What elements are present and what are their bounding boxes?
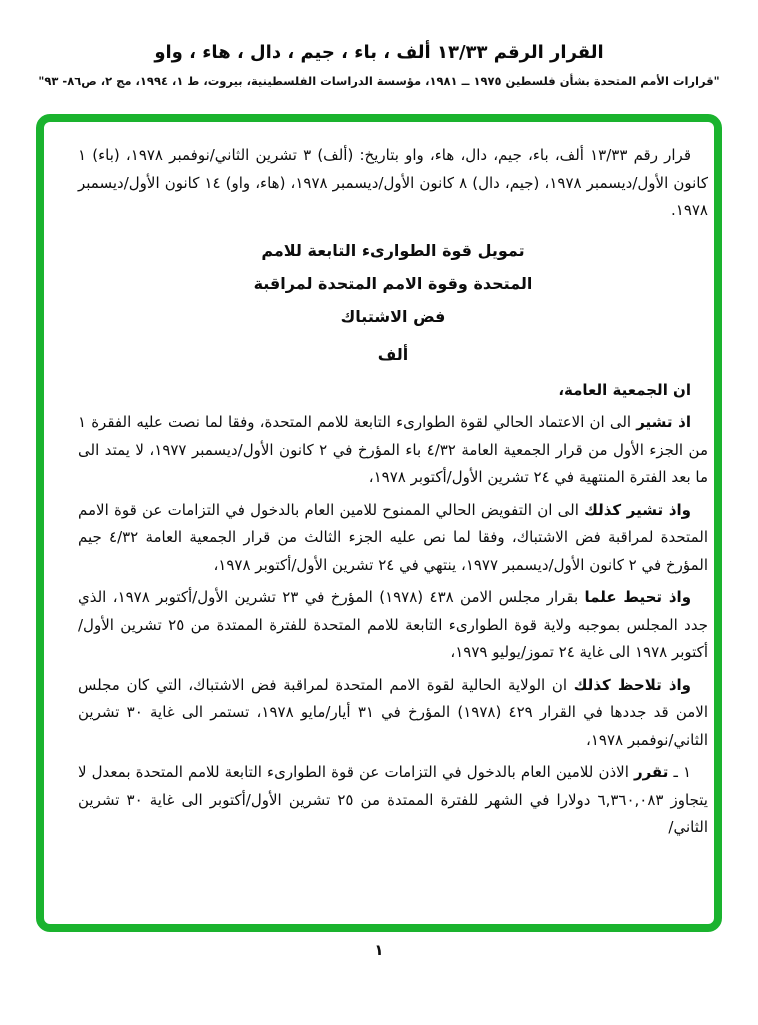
paragraph-text: ان الولاية الحالية لقوة الامم المتحدة لمراقبة فض الاشتباك، التي كان مجلس الامن قد جددها في القرار ٤٢٩ (١٩٧٨) المؤرخ في ٣١ أيار/مايو ١٩٧٨، تستمر الى غاية ٣٠ تشرين الثاني/نوفمبر ١٩٧٨، xyxy=(78,675,709,749)
section-label-alef: ألف xyxy=(377,344,409,364)
document-source-citation: "قرارات الأمم المتحدة بشأن فلسطين ١٩٧٥ ــ ١٩٨١، مؤسسة الدراسات الفلسطينية، بيروت، ط ١، ١٩٩٤، مج ٢، ص٨٦- ٩٣" xyxy=(38,74,720,88)
paragraph-text: الاذن للامين العام بالدخول في التزامات عن قوة الطوارىء التابعة للامم المتحدة بمعدل لا يتجاوز ٦,٣٦٠,٠٨٣ دولارا في الشهر للفترة الممتدة من ٢٥ تشرين الأول/أكتوبر الى غاية ٣٠ تشرين الثاني/ xyxy=(78,763,708,836)
paragraph-lead: واذ تلاحظ كذلك xyxy=(573,675,691,694)
recalling-paragraph xyxy=(78,409,708,492)
resolution-title-line-3: فض الاشتباك xyxy=(340,306,446,326)
document-header xyxy=(0,42,758,88)
resolution-title-line-2: المتحدة وقوة الامم المتحدة لمراقبة xyxy=(253,273,533,293)
noting-also-paragraph xyxy=(78,672,708,755)
paragraph-lead: واذ تحيط علما xyxy=(584,588,692,606)
paragraph-text: الى ان الاعتماد الحالي لقوة الطوارىء التابعة للامم المتحدة، وفقا لما نصت عليه الفقرة ١ من الجزء الأول من قرار الجمعية العامة ٤/٣٢ باء المؤرخ في ٢ كانون الأول/ديسمبر ١٩٧٧، لا يمتد الى ما بعد الفترة المنتهية في ٢٤ تشرين الأول/أكتوبر ١٩٧٨، xyxy=(78,413,708,486)
document-title: القرار الرقم ١٣/٣٣ ألف ، باء ، جيم ، دال ، هاء ، واو xyxy=(154,42,604,63)
decides-paragraph xyxy=(78,759,708,842)
resolution-dates-paragraph xyxy=(78,142,708,225)
recalling-further-paragraph xyxy=(78,497,708,580)
paragraph-prefix: ١ ـ xyxy=(668,763,691,781)
resolution-title xyxy=(78,234,708,333)
paragraph-lead: تقرر xyxy=(633,763,669,781)
paragraph-text: قرار رقم ١٣/٣٣ ألف، باء، جيم، دال، هاء، واو بتاريخ: (ألف) ٣ تشرين الثاني/نوفمبر ١٩٧٨، (باء) ١ كانون الأول/ديسمبر ١٩٧٨، (جيم، دال) ٨ كانون الأول/ديسمبر ١٩٧٨، (هاء، واو) ١٤ كانون الأول/ديسمبر ١٩٧٨. xyxy=(78,146,708,219)
paragraph-lead: واذ تشير كذلك xyxy=(584,500,691,519)
resolution-green-frame xyxy=(36,114,722,932)
assembly-intro-paragraph xyxy=(78,377,708,405)
paragraph-lead: ان الجمعية العامة، xyxy=(558,380,691,399)
resolution-title-line-1: تمويل قوة الطوارىء التابعة للامم xyxy=(261,240,525,260)
page-number: ١ xyxy=(374,941,384,959)
taking-note-paragraph xyxy=(78,584,708,667)
paragraph-lead: اذ تشير xyxy=(636,413,691,431)
paragraph-text: بقرار مجلس الامن ٤٣٨ (١٩٧٨) المؤرخ في ٢٣ تشرين الأول/أكتوبر ١٩٧٨، الذي جدد المجلس بموجبه ولاية قوة الطوارىء التابعة للامم المتحدة للفترة الممتدة من ٢٥ تشرين الأول/أكتوبر ١٩٧٨ الى غاية ٢٤ تموز/يوليو ١٩٧٩، xyxy=(78,588,708,661)
paragraph-text: الى ان التفويض الحالي الممنوح للامين العام بالدخول في التزامات عن قوة الامم المتحدة لمراقبة فض الاشتباك، وفقا لما نص عليه الجزء الثالث من قرار الجمعية العامة ٤/٣٢ جيم المؤرخ في ٢ كانون الأول/ديسمبر ١٩٧٧، ينتهي في ٢٤ تشرين الأول/أكتوبر ١٩٧٨، xyxy=(78,500,708,574)
